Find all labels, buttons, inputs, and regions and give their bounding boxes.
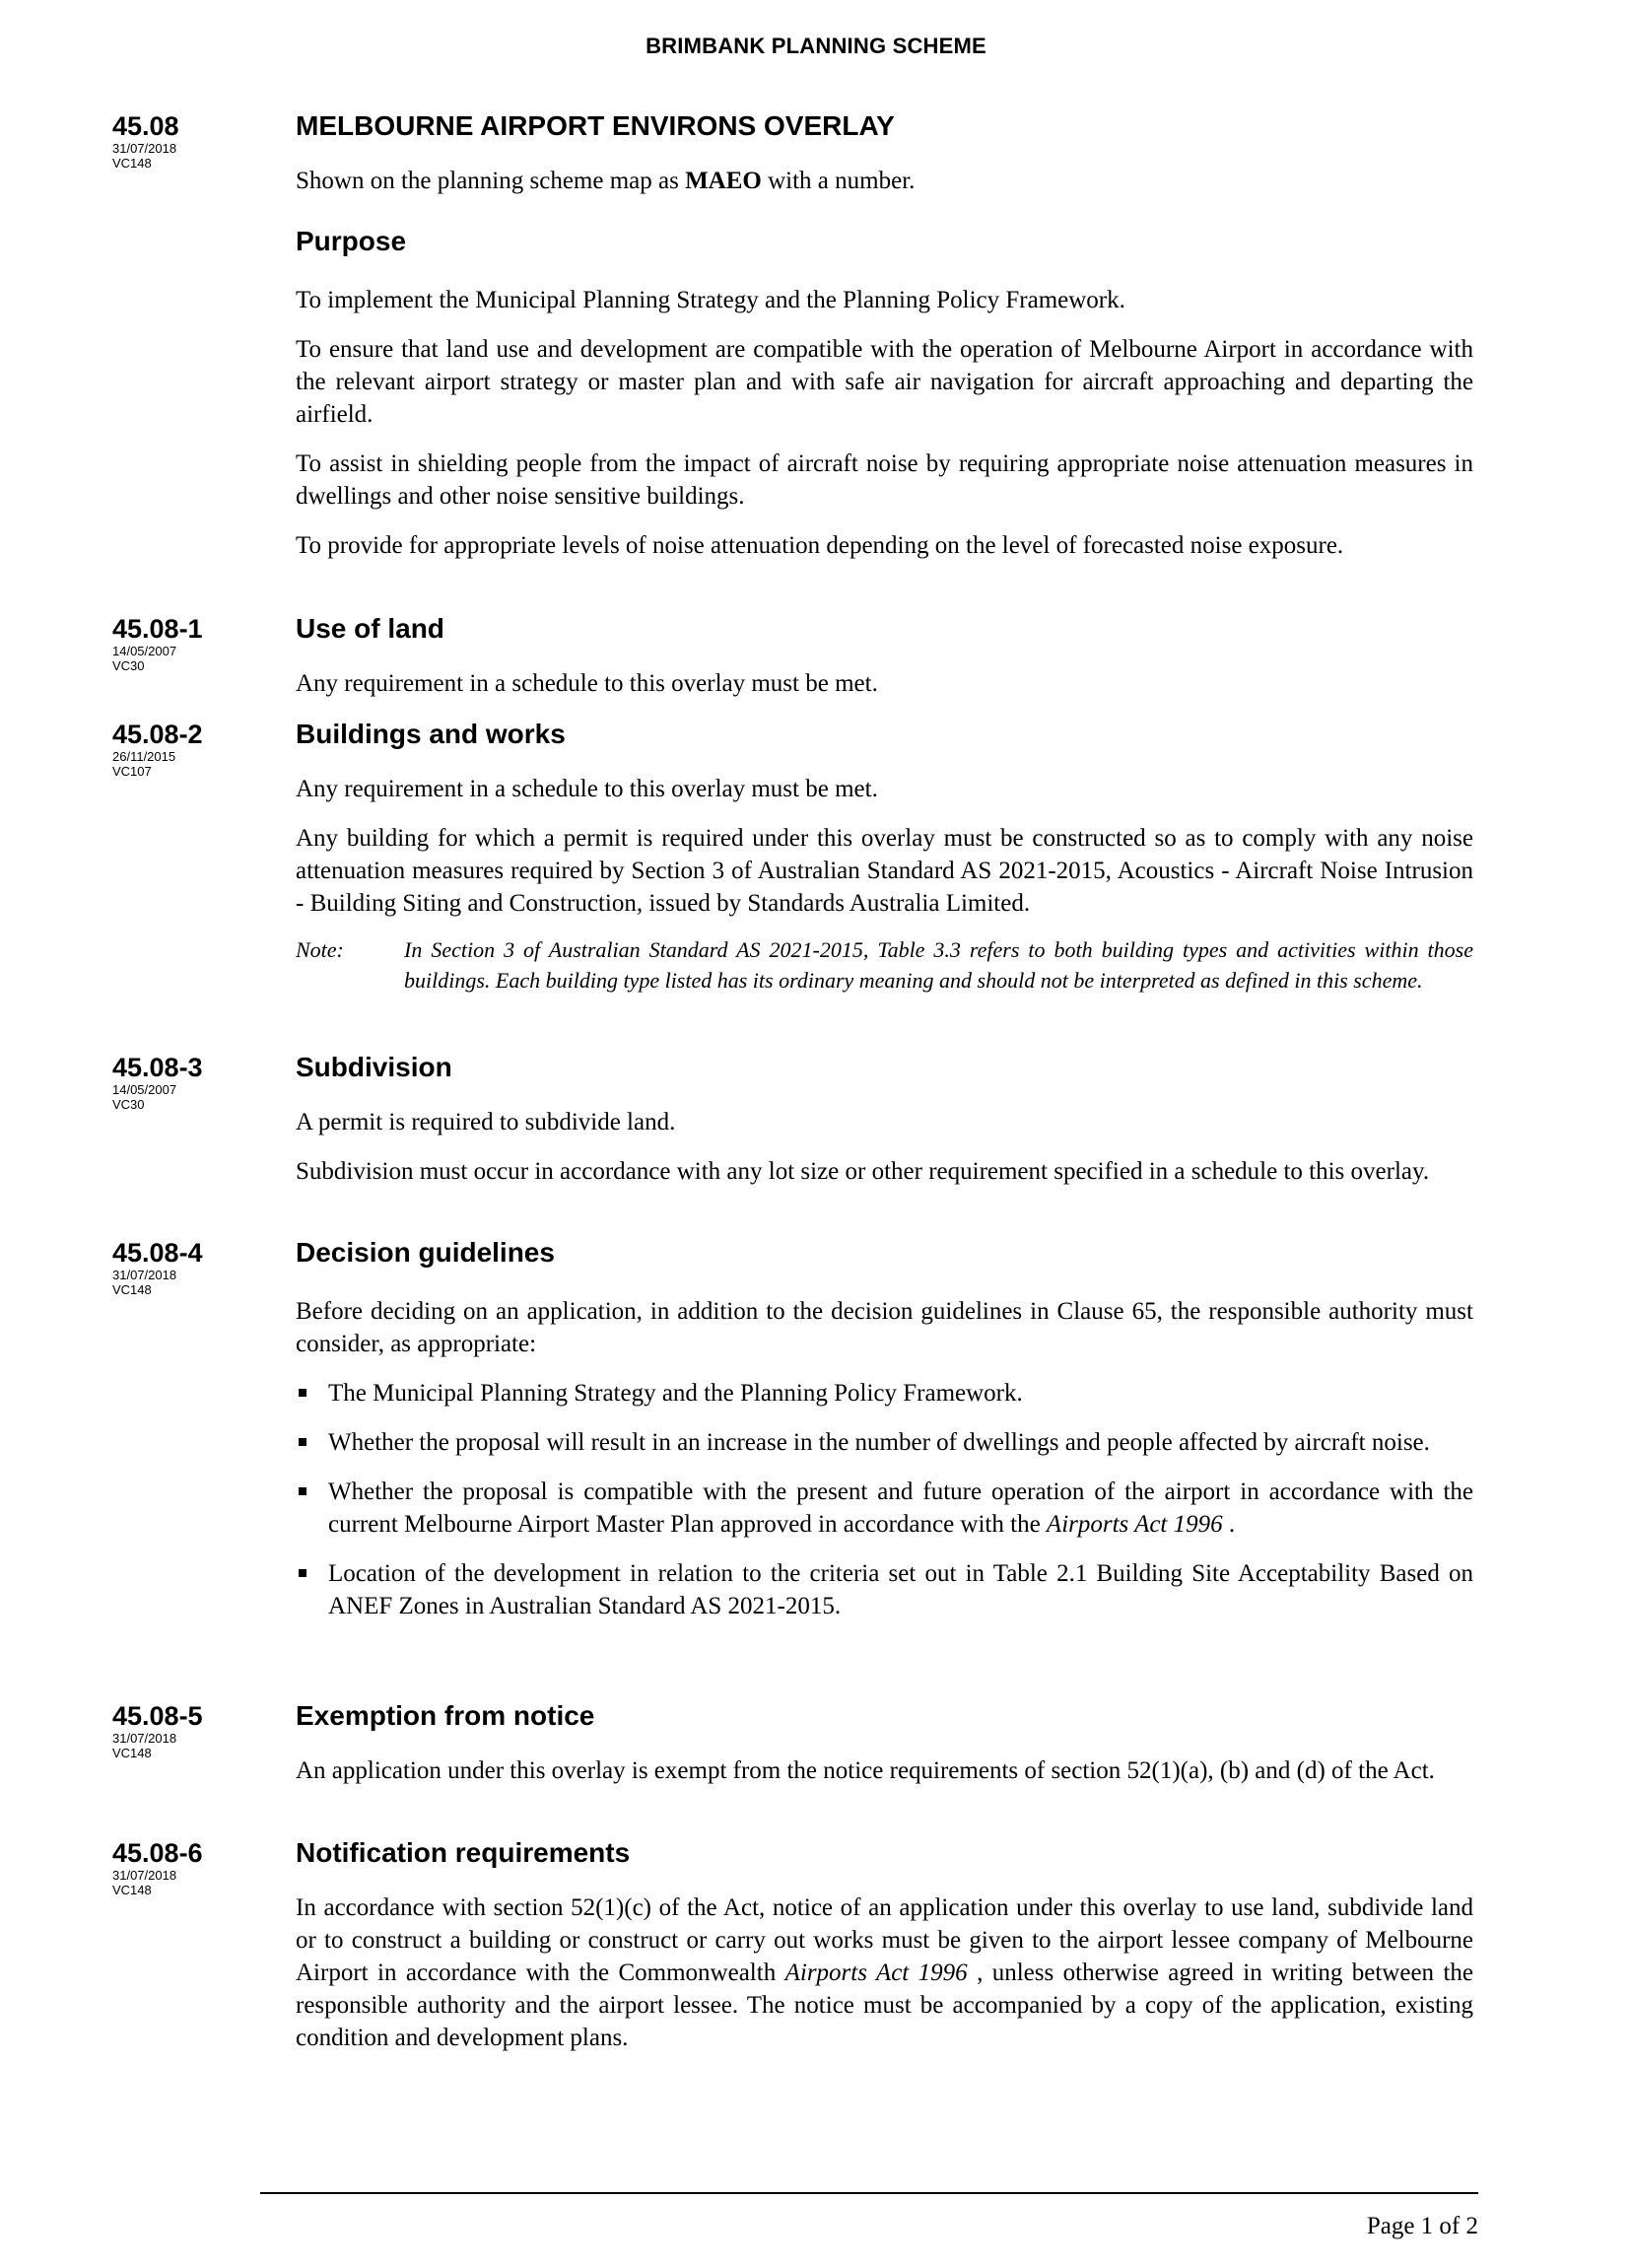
- paragraph: Any requirement in a schedule to this overlay must be met.: [296, 670, 878, 697]
- clause-vc: VC148: [112, 1883, 152, 1897]
- list-item: The Municipal Planning Strategy and the Planning Policy Framework.: [296, 1377, 1473, 1409]
- clause-number: 45.08-3: [112, 1053, 203, 1082]
- clause-body: [296, 1891, 1473, 2071]
- clause-body: [296, 773, 1473, 996]
- clause-margin: [112, 614, 260, 673]
- bullet-icon: [299, 1389, 306, 1397]
- clause-number: 45.08-2: [112, 720, 203, 749]
- maeo-code: MAEO: [685, 168, 762, 194]
- clause-title: Notification requirements: [296, 1837, 631, 1868]
- clause-margin: [112, 111, 260, 171]
- clause-margin: [112, 1053, 260, 1112]
- page-number: Page 1 of 2: [1366, 2213, 1478, 2239]
- bullet-icon: [299, 1438, 306, 1446]
- purpose-paragraph: To implement the Municipal Planning Strategy and the Planning Policy Framework.: [296, 287, 1125, 313]
- clause-vc: VC30: [112, 658, 145, 673]
- clause-vc: VC30: [112, 1097, 145, 1112]
- list-item: Location of the development in relation to the criteria set out in Table 2.1 Building Site Acceptability Based on ANEF Zones in Australian Standard AS 2021-2015.: [296, 1557, 1473, 1622]
- clause-vc: VC148: [112, 1746, 152, 1760]
- paragraph: In accordance with section 52(1)(c) of the Act, notice of an application under this overlay to use land, subdivide land or to construct a building or construct or carry out works must be given to the airport lessee company of Melbourne Airport in accordance with the Commonwealth Airports Act 1996 , unless otherwise agreed in writing between the responsible authority and the airport lessee. The notice must be accompanied by a copy of the application, existing condition and development plans.: [296, 1894, 1473, 2051]
- note-label: Note:: [296, 937, 344, 962]
- clause-date: 31/07/2018: [112, 1868, 177, 1883]
- clause-body: [296, 667, 1473, 717]
- paragraph: An application under this overlay is exempt from the notice requirements of section 52(1)(a), (b) and (d) of the Act.: [296, 1757, 1435, 1784]
- note: [296, 934, 1473, 996]
- purpose-paragraph: To ensure that land use and development are compatible with the operation of Melbourne Airport in accordance with the relevant airport strategy or master plan and with safe air navigation for aircraft approaching and departing the airfield.: [296, 336, 1473, 428]
- clause-number: 45.08-1: [112, 614, 203, 644]
- clause-number: 45.08-5: [112, 1701, 203, 1731]
- clause-margin: [112, 1238, 260, 1297]
- purpose-heading: Purpose: [296, 226, 407, 256]
- document-header: BRIMBANK PLANNING SCHEME: [646, 34, 986, 58]
- clause-vc: VC148: [112, 156, 152, 171]
- clause-margin: [112, 1838, 260, 1897]
- act-title: Airports Act 1996: [784, 1959, 968, 1986]
- purpose-paragraph: To assist in shielding people from the impact of aircraft noise by requiring appropriate noise attenuation measures in dwellings and other noise sensitive buildings.: [296, 450, 1473, 510]
- purpose-paragraph: To provide for appropriate levels of noise attenuation depending on the level of forecasted noise exposure.: [296, 532, 1344, 559]
- clause-date: 31/07/2018: [112, 1268, 177, 1282]
- list-item: Whether the proposal is compatible with the present and future operation of the airport in accordance with the current Melbourne Airport Master Plan approved in accordance with the Airports Act 1996 .: [296, 1476, 1473, 1541]
- clause-body: [296, 165, 1473, 214]
- clause-title: Exemption from notice: [296, 1700, 595, 1731]
- clause-title: Buildings and works: [296, 719, 566, 749]
- paragraph: A permit is required to subdivide land.: [296, 1109, 676, 1135]
- clause-vc: VC107: [112, 764, 152, 779]
- clause-number: 45.08-6: [112, 1838, 203, 1868]
- clause-title: Decision guidelines: [296, 1237, 555, 1268]
- footer-divider: [260, 2192, 1478, 2194]
- list-item: Whether the proposal will result in an increase in the number of dwellings and people affected by aircraft noise.: [296, 1426, 1473, 1459]
- purpose-body: [296, 284, 1473, 579]
- clause-date: 26/11/2015: [112, 749, 176, 764]
- clause-date: 14/05/2007: [112, 1082, 177, 1097]
- paragraph: Before deciding on an application, in addition to the decision guidelines in Clause 65, the responsible authority must consider, as appropriate:: [296, 1298, 1473, 1357]
- guideline-list: [296, 1377, 1473, 1622]
- shown-on-map: Shown on the planning scheme map as MAEO with a number.: [296, 168, 916, 194]
- clause-title: Use of land: [296, 613, 444, 644]
- clause-body: [296, 1295, 1473, 1639]
- clause-date: 31/07/2018: [112, 1731, 177, 1746]
- bullet-icon: [299, 1487, 306, 1495]
- clause-body: [296, 1106, 1473, 1204]
- clause-title: Subdivision: [296, 1052, 452, 1082]
- clause-margin: [112, 720, 260, 779]
- clause-date: 14/05/2007: [112, 644, 177, 658]
- clause-body: [296, 1754, 1473, 1804]
- paragraph: Subdivision must occur in accordance with any lot size or other requirement specified in a schedule to this overlay.: [296, 1158, 1430, 1185]
- paragraph: Any requirement in a schedule to this overlay must be met.: [296, 776, 878, 802]
- act-title: Airports Act 1996: [1046, 1511, 1223, 1538]
- clause-number: 45.08: [112, 111, 179, 141]
- clause-number: 45.08-4: [112, 1238, 203, 1268]
- note-text: In Section 3 of Australian Standard AS 2021-2015, Table 3.3 refers to both building types and activities within those buildings. Each building type listed has its ordinary meaning and should not be interpreted as defined in this scheme.: [404, 937, 1473, 993]
- clause-vc: VC148: [112, 1282, 152, 1297]
- clause-margin: [112, 1701, 260, 1760]
- paragraph: Any building for which a permit is required under this overlay must be constructed so as to comply with any noise attenuation measures required by Section 3 of Australian Standard AS 2021-2015, Acoustics - Aircraft Noise Intrusion - Building Siting and Construction, issued by Standards Australia Limited.: [296, 825, 1473, 917]
- clause-title: MELBOURNE AIRPORT ENVIRONS OVERLAY: [296, 110, 895, 141]
- clause-date: 31/07/2018: [112, 141, 177, 156]
- bullet-icon: [299, 1569, 306, 1577]
